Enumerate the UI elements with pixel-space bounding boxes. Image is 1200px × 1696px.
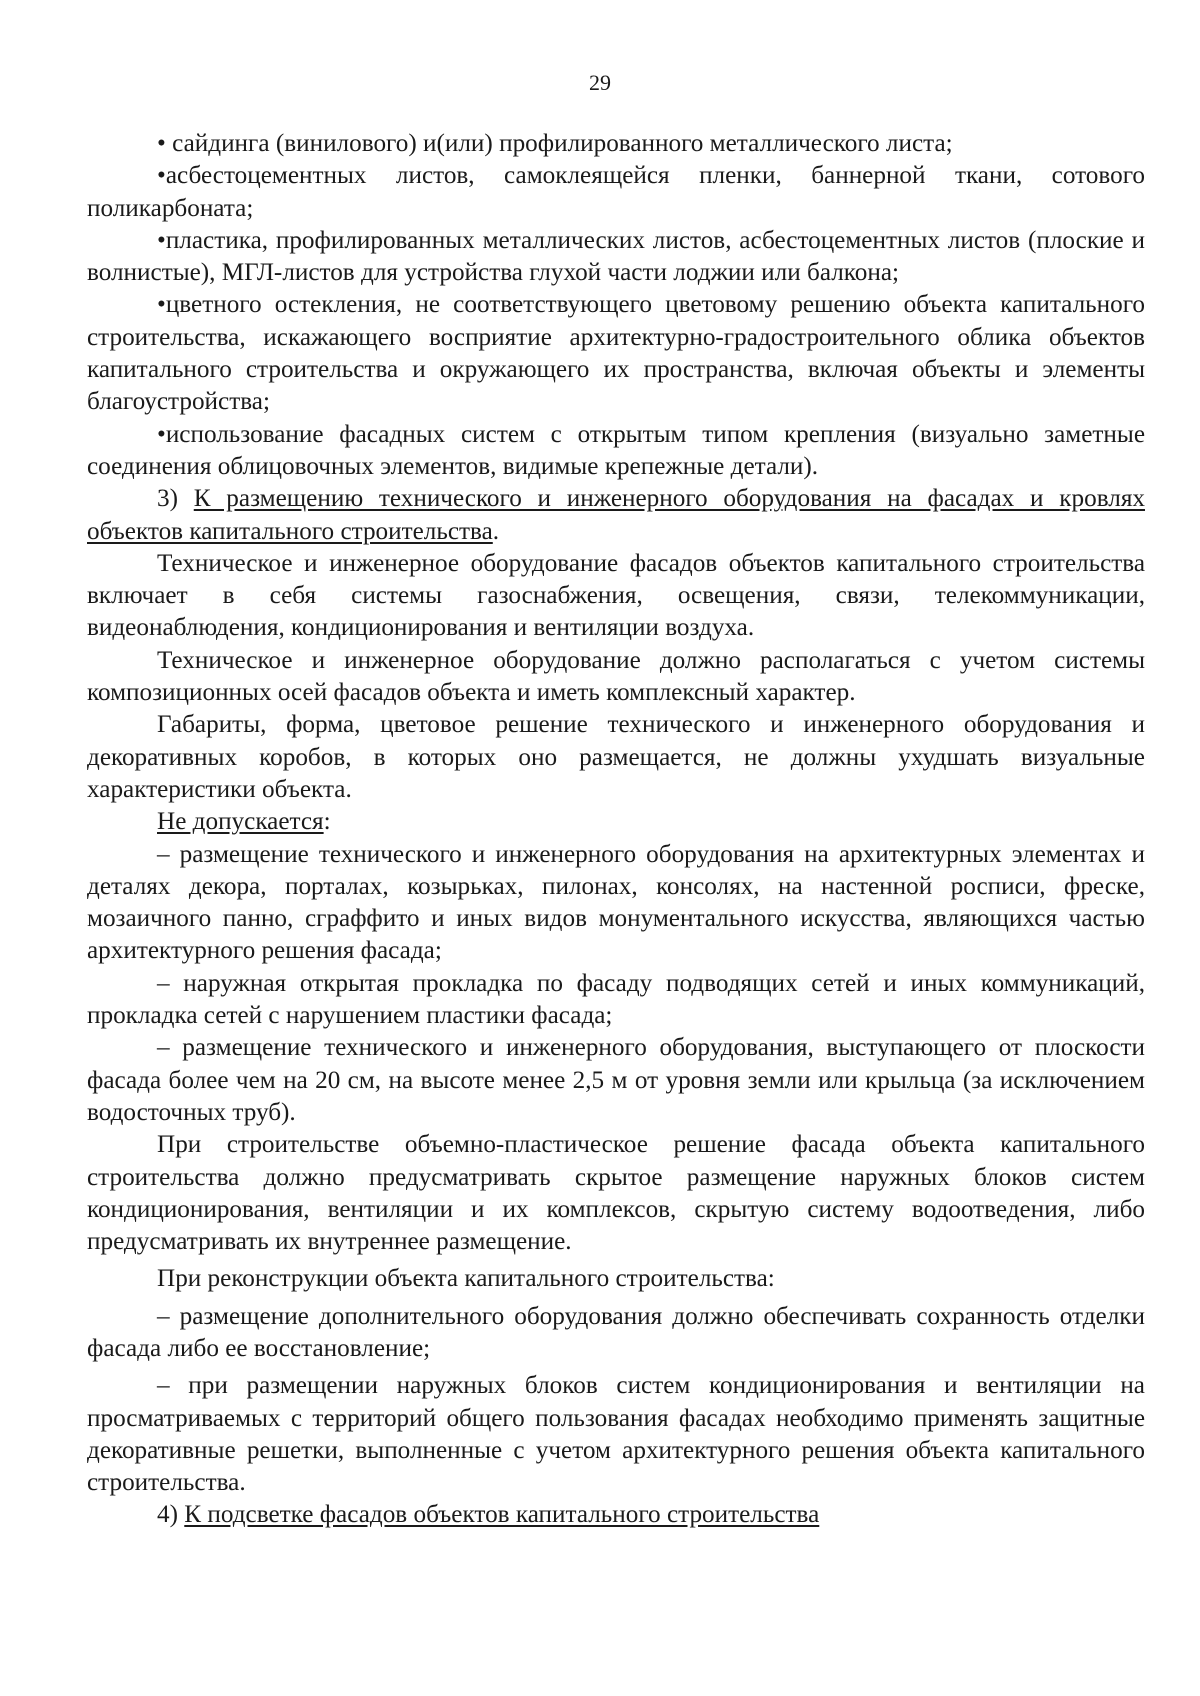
paragraph-dimensions: Габариты, форма, цветовое решение технического и инженерного оборудования и декоративных коробов, в которых оно размещается, не должны ухудшать визуальные характеристики объекта. <box>87 711 1145 803</box>
page-number: 29 <box>589 70 611 95</box>
not-allowed-underlined: Не допускается <box>157 808 324 836</box>
section-4-heading-underlined: К подсветке фасадов объектов капитального строительства <box>184 1501 820 1529</box>
section-4-heading: 4) К подсветке фасадов объектов капитального строительства <box>157 1501 820 1529</box>
bullet-plastic: •пластика, профилированных металлических листов, асбестоцементных листов (плоские и волнистые), МГЛ-листов для устройства глухой части лоджии или балкона; <box>87 226 1145 287</box>
dash-item-additional-equipment: – размещение дополнительного оборудования должно обеспечивать сохранность отделки фасада либо ее восстановление; <box>87 1302 1145 1362</box>
paragraph-construction: При строительстве объемно-пластическое решение фасада объекта капитального строительства должно предусматривать скрытое размещение наружных блоков систем кондиционирования, вентиляции и их комплексов, скрытую систему водоотведения, либо предусматривать их внутреннее размещение. <box>87 1131 1145 1256</box>
paragraph-reconstruction: При реконструкции объекта капитального строительства: <box>157 1265 775 1293</box>
paragraph-equipment-includes: Техническое и инженерное оборудование фасадов объектов капитального строительства включает в себя системы газоснабжения, освещения, связи, телекоммуникации, видеонаблюдения, кондиционирования и вентиляции воздуха. <box>87 549 1145 642</box>
dash-item-open-wiring: – наружная открытая прокладка по фасаду подводящих сетей и иных коммуникаций, прокладка сетей с нарушением пластики фасада; <box>87 969 1145 1030</box>
bullet-facade-systems: •использование фасадных систем с открытым типом крепления (визуально заметные соединения облицовочных элементов, видимые крепежные детали). <box>87 420 1145 480</box>
section-3-heading: 3) К размещению технического и инженерного оборудования на фасадах и кровлях объектов капитального строительства. <box>87 485 1145 545</box>
dash-item-architectural-elements: – размещение технического и инженерного оборудования на архитектурных элементах и деталях декора, порталах, козырьках, пилонах, консолях, на настенной росписи, фреске, мозаичного панно, сграффито и иных видов монументального искусства, являющихся частью архитектурного решения фасада; <box>87 840 1145 965</box>
bullet-asbestos-sheets: •асбестоцементных листов, самоклеящейся пленки, баннерной ткани, сотового поликарбоната; <box>87 162 1145 222</box>
document-body <box>87 128 1145 1532</box>
bullet-colored-glazing: •цветного остекления, не соответствующего цветовому решению объекта капитального строительства, искажающего восприятие архитектурно-градостроительного облика объектов капитального строительства и окружающего их пространства, включая объекты и элементы благоустройства; <box>87 291 1145 416</box>
bullet-siding: • сайдинга (винилового) и(или) профилированного металлического листа; <box>157 130 953 157</box>
not-allowed-heading: Не допускается: <box>157 808 331 836</box>
section-3-heading-underlined: К размещению технического и инженерного оборудования на фасадах и кровлях объектов капитального строительства <box>87 485 1145 545</box>
paragraph-equipment-location: Техническое и инженерное оборудование должно располагаться с учетом системы композиционных осей фасадов объекта и иметь комплексный характер. <box>87 646 1145 707</box>
dash-item-decorative-grilles: – при размещении наружных блоков систем кондиционирования и вентиляции на просматриваемых с территорий общего пользования фасадах необходимо применять защитные декоративные решетки, выполненные с учетом архитектурного решения объекта капитального строительства. <box>87 1372 1145 1497</box>
dash-item-protruding-equipment: – размещение технического и инженерного оборудования, выступающего от плоскости фасада более чем на 20 см, на высоте менее 2,5 м от уровня земли или крыльца (за исключением водосточных труб). <box>87 1034 1145 1126</box>
